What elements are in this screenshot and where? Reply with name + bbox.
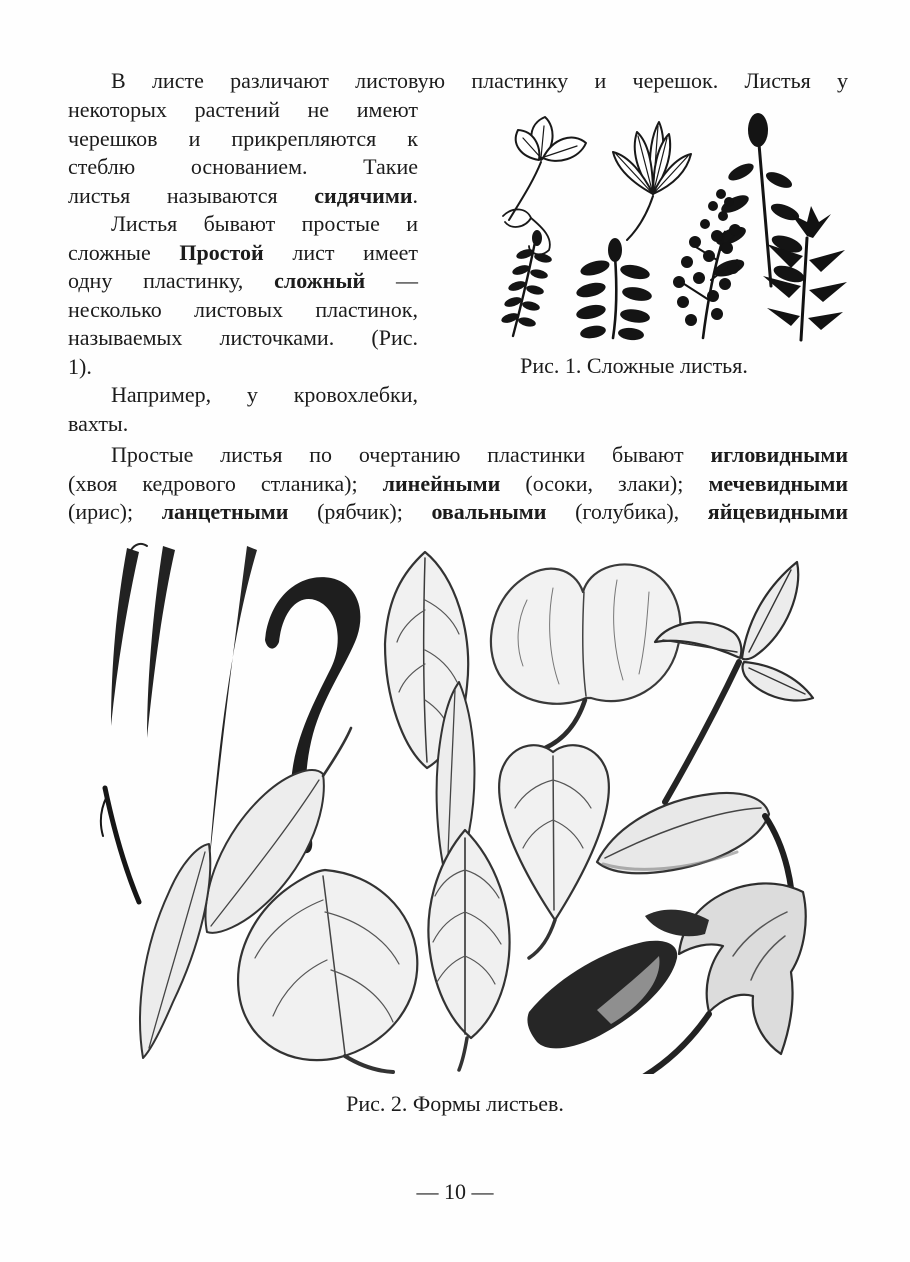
text-line-l11: 1).	[68, 353, 92, 379]
text-line-l8: одну пластинку, сложный —	[68, 268, 419, 293]
text-line-l10: называемых листочками. (Рис.	[68, 325, 418, 350]
fig1-tendril-vine	[503, 209, 550, 254]
figure2-illustration	[97, 540, 819, 1074]
fig1-rowan-leaf	[575, 238, 653, 341]
text-line-l9: несколько листовых пластинок,	[68, 296, 418, 322]
fig2-ovate-serrate-leaf	[428, 830, 509, 1070]
figure1-caption: Рис. 1. Сложные листья.	[520, 353, 748, 378]
text-line-l4: стеблю основанием. Такие	[68, 154, 418, 179]
fig1-small-pinnate-leaf	[500, 230, 553, 336]
text-line-l1: В листе различают листовую пластинку и черешок. Листья у	[111, 68, 848, 93]
fig2-narrow-lanceolate-leaf	[140, 844, 210, 1058]
text-line-l14: Простые листья по очертанию пластинки бывают игловидными	[111, 442, 848, 467]
text-line-l15: (хвоя кедрового стланика); линейными (осоки, злаки); мечевидными	[68, 470, 849, 496]
text-line-l2: некоторых растений не имеют	[68, 97, 418, 122]
text-line-l7: сложные Простой лист имеет	[68, 239, 418, 265]
fig2-dark-twig	[101, 788, 139, 902]
page-number: — 10 —	[416, 1179, 494, 1204]
fig2-needle-leaves	[111, 544, 175, 738]
text-line-l5: листья называются сидячими.	[68, 182, 418, 208]
fig2-trifid-leaf	[655, 562, 813, 802]
fig1-trifoliate-leaf	[509, 117, 586, 220]
figure1-illustration	[495, 110, 850, 342]
figure2-caption: Рис. 2. Формы листьев.	[346, 1091, 564, 1116]
text-line-l12: Например, у кровохлебки,	[111, 382, 418, 407]
text-line-l13: вахты.	[68, 410, 129, 436]
fig2-cordate-leaf	[499, 745, 609, 958]
fig2-reniform-leaf	[491, 564, 681, 748]
fig1-palmate-leaf	[613, 122, 691, 240]
text-line-l6: Листья бывают простые и	[111, 211, 418, 236]
fig2-dark-folded-leaf	[527, 941, 677, 1049]
text-line-l16: (ирис); ланцетными (рябчик); овальными (голубика), яйцевидными	[68, 499, 849, 524]
text-line-l3: черешков и прикрепляются к	[68, 125, 418, 151]
